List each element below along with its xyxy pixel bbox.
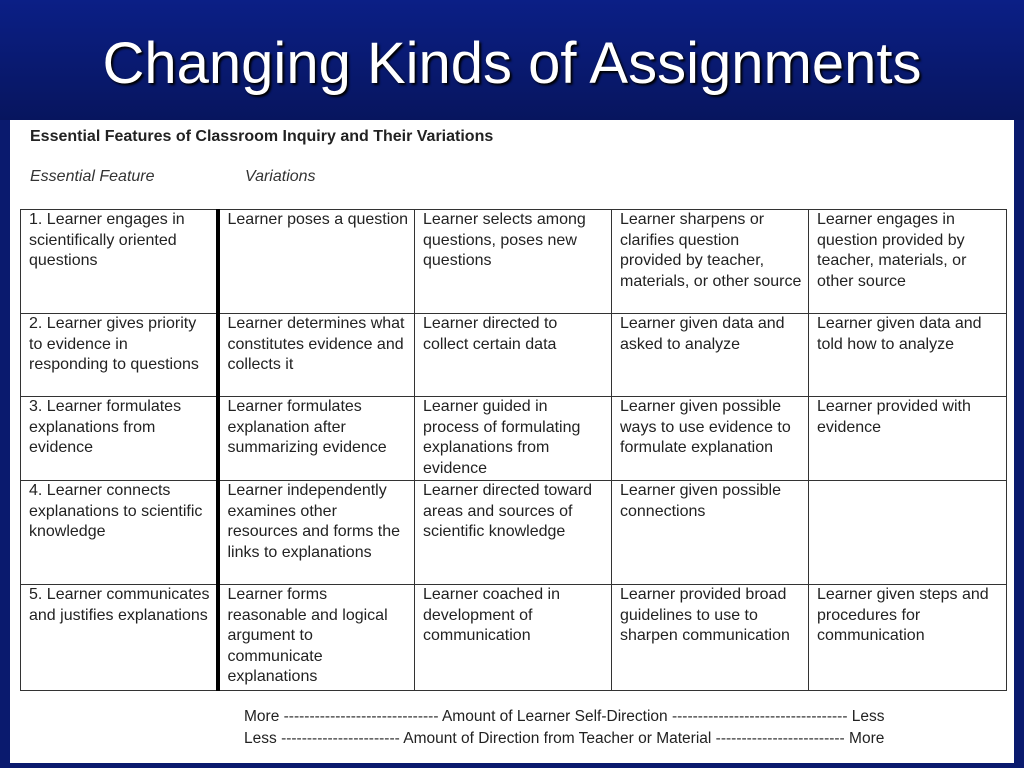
document-image: [10, 120, 1014, 763]
variation-cell: Learner provided with evidence: [809, 397, 1007, 481]
scale-dashes: -----------------------: [281, 730, 400, 747]
scale-dashes: -------------------------: [715, 730, 845, 747]
variation-cell: Learner sharpens or clarifies question provided by teacher, materials, or other source: [612, 210, 809, 314]
variation-cell: Learner guided in process of formulating explanations from evidence: [415, 397, 612, 481]
variation-cell: Learner given possible connections: [612, 481, 809, 585]
table-row: [21, 314, 1007, 397]
scale-text: Amount of Learner Self-Direction: [441, 708, 668, 725]
table-row: [21, 585, 1007, 691]
slide-header: [0, 0, 1024, 120]
variation-cell: Learner given data and told how to analyze: [809, 314, 1007, 397]
teacher-direction-scale: [244, 730, 884, 748]
table-row: [21, 397, 1007, 481]
scale-right-label: Less: [851, 708, 885, 725]
feature-cell: 3. Learner formulates explanations from evidence: [21, 397, 218, 481]
variation-cell: Learner poses a question: [218, 210, 415, 314]
variation-cell: Learner engages in question provided by teacher, materials, or other source: [809, 210, 1007, 314]
variation-cell: Learner directed to collect certain data: [415, 314, 612, 397]
feature-cell: 1. Learner engages in scientifically oriented questions: [21, 210, 218, 314]
variation-cell: Learner directed toward areas and sources of scientific knowledge: [415, 481, 612, 585]
feature-cell: 4. Learner connects explanations to scientific knowledge: [21, 481, 218, 585]
scale-right-label: More: [849, 730, 885, 747]
variation-cell: Learner determines what constitutes evidence and collects it: [218, 314, 415, 397]
essential-feature-label: Essential Feature: [30, 168, 155, 185]
scale-dashes: ----------------------------------: [671, 708, 848, 725]
feature-cell: 2. Learner gives priority to evidence in responding to questions: [21, 314, 218, 397]
variations-label: Variations: [245, 168, 316, 185]
variation-cell: Learner given data and asked to analyze: [612, 314, 809, 397]
variation-cell: Learner forms reasonable and logical argument to communicate explanations: [218, 585, 415, 691]
variation-cell: Learner formulates explanation after summarizing evidence: [218, 397, 415, 481]
variation-cell: Learner independently examines other resources and forms the links to explanations: [218, 481, 415, 585]
inquiry-table: [20, 209, 1007, 691]
document-heading: Essential Features of Classroom Inquiry and Their Variations: [30, 128, 494, 145]
self-direction-scale: [244, 708, 885, 726]
scale-left-label: More: [244, 708, 280, 725]
feature-cell: 5. Learner communicates and justifies explanations: [21, 585, 218, 691]
slide-title: Changing Kinds of Assignments: [102, 31, 922, 96]
variation-cell: Learner selects among questions, poses new questions: [415, 210, 612, 314]
scale-text: Amount of Direction from Teacher or Material: [403, 730, 712, 747]
variation-cell: [809, 481, 1007, 585]
scale-dashes: ------------------------------: [283, 708, 439, 725]
variation-cell: Learner given possible ways to use evidence to formulate explanation: [612, 397, 809, 481]
variation-cell: Learner coached in development of communication: [415, 585, 612, 691]
scale-left-label: Less: [244, 730, 277, 747]
variation-cell: Learner provided broad guidelines to use to sharpen communication: [612, 585, 809, 691]
table-row: [21, 481, 1007, 585]
variation-cell: Learner given steps and procedures for communication: [809, 585, 1007, 691]
table-row: [21, 210, 1007, 314]
